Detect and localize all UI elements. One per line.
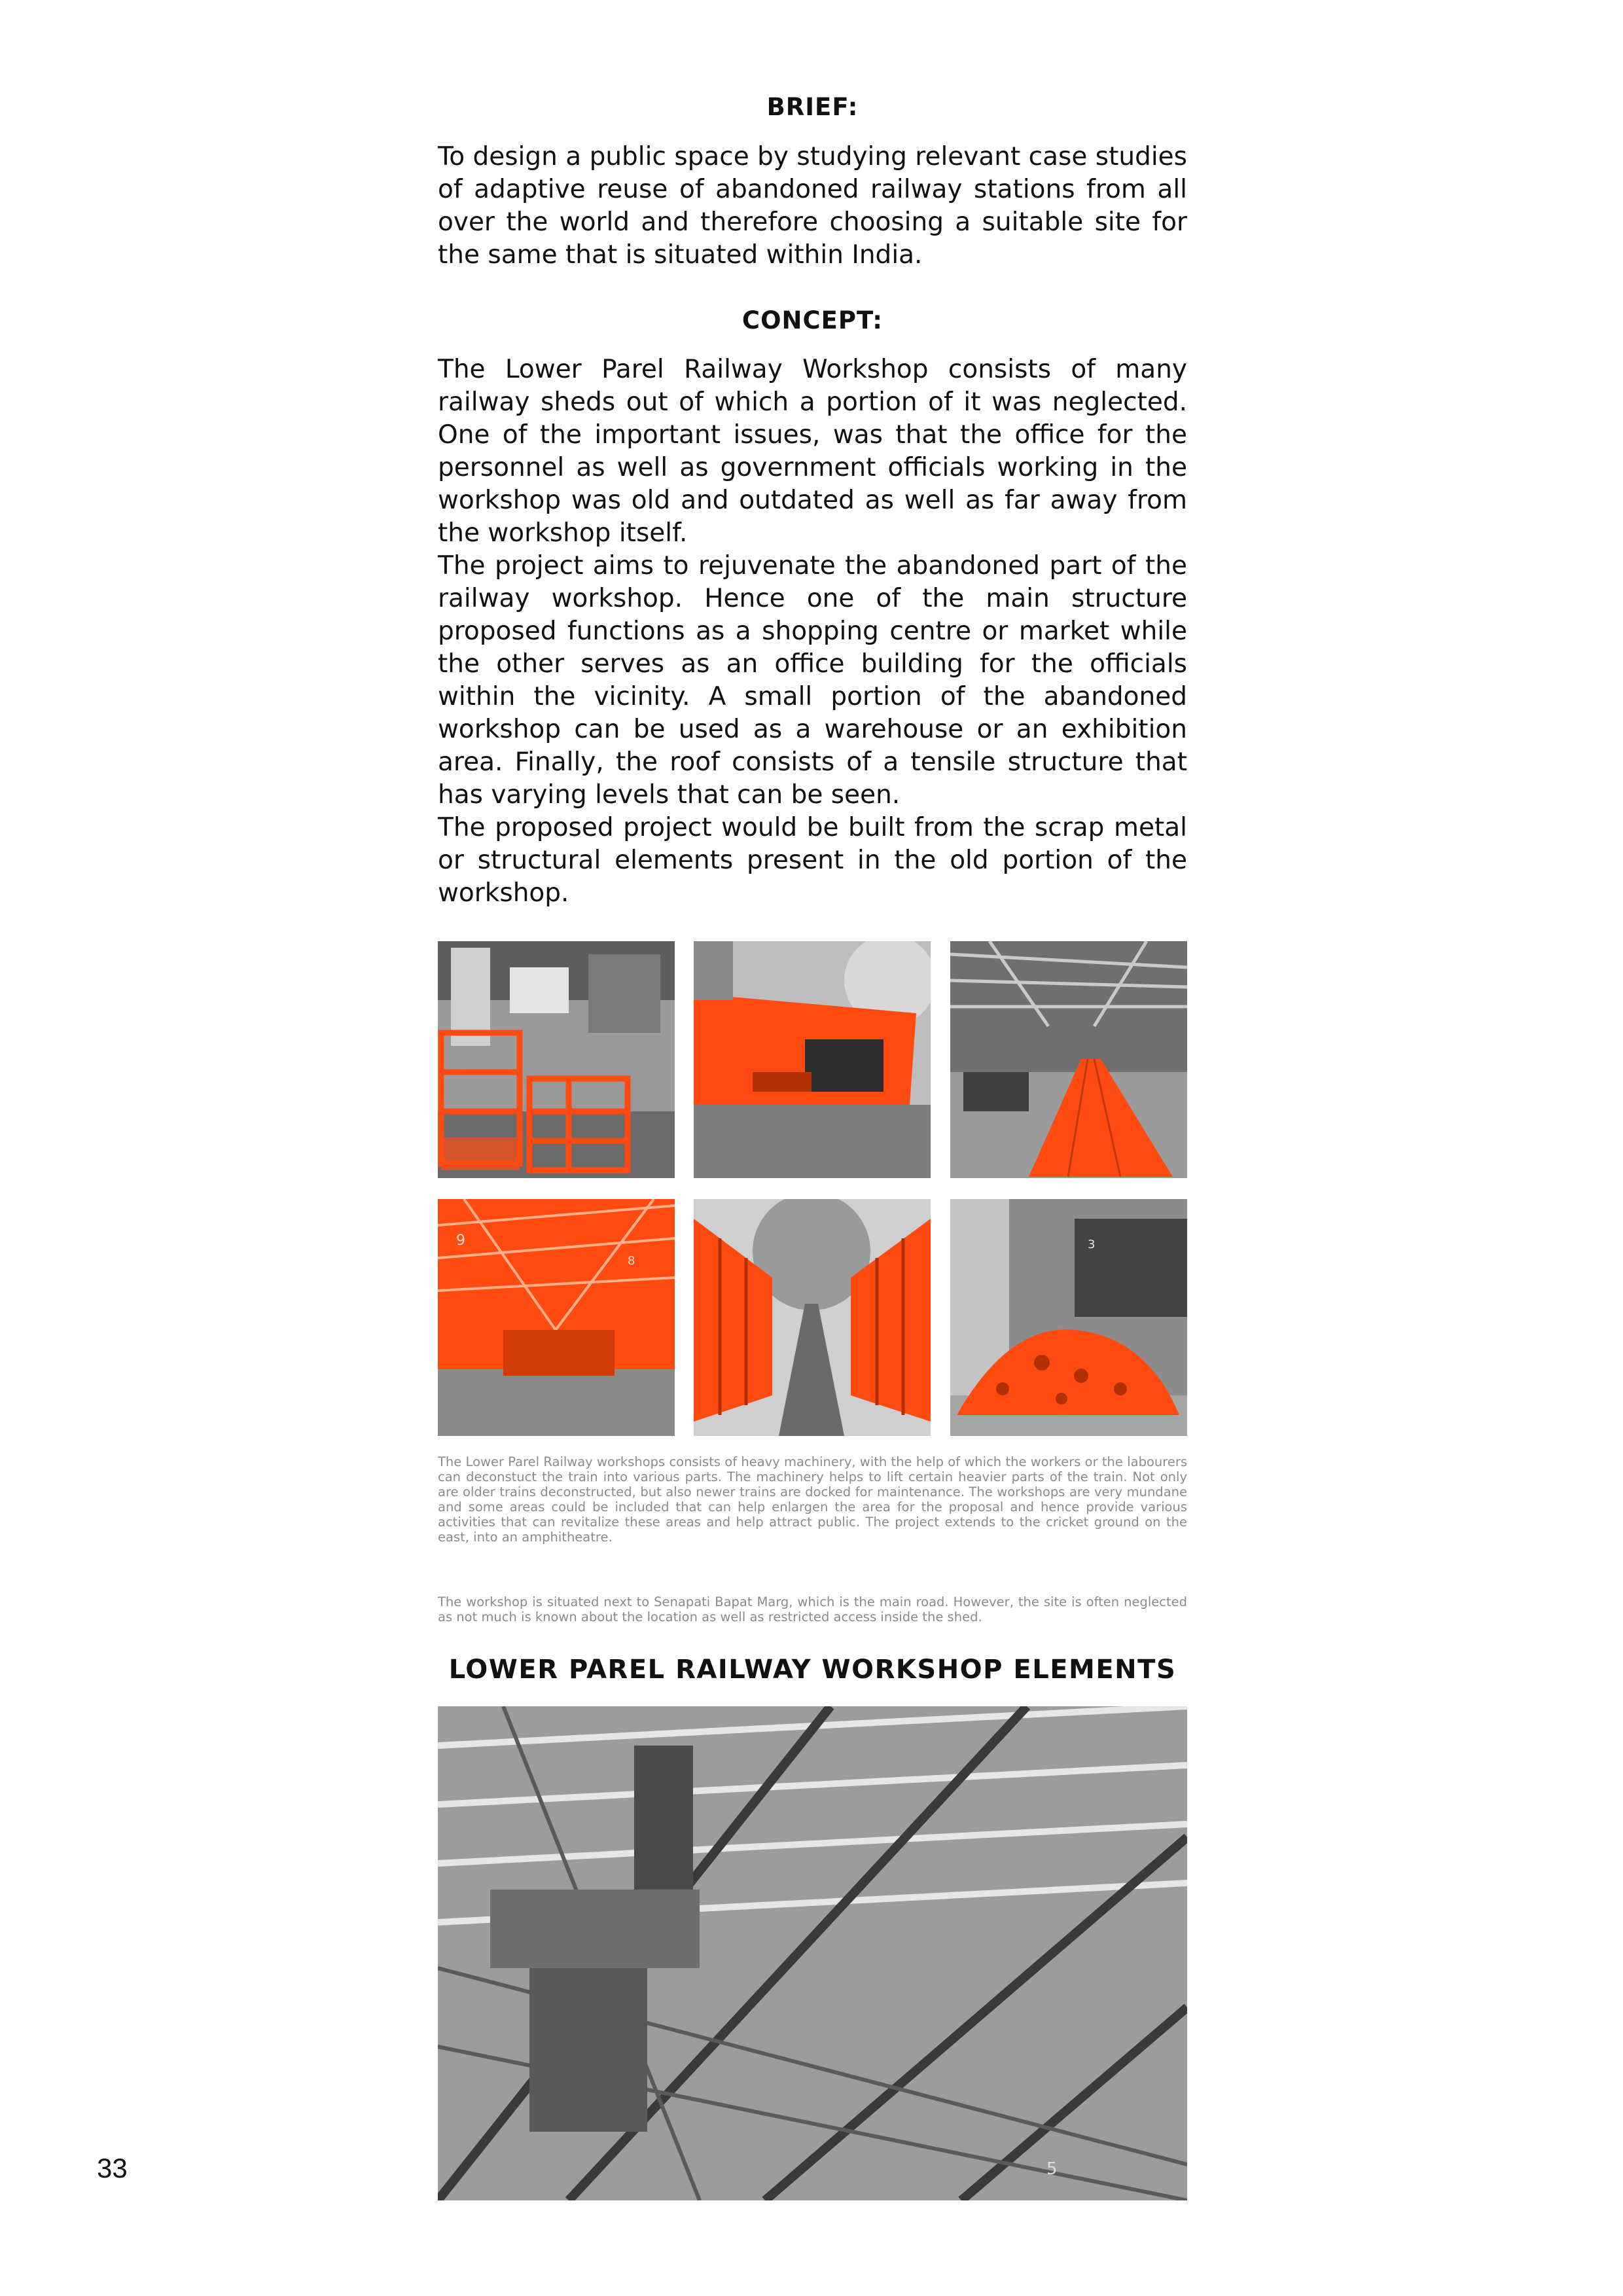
- photo-caption: The Lower Parel Railway workshops consists of heavy machinery, with the help of which the workers or the labourers can deconstuct the train into various parts. The machinery helps to lift certain heavier parts of the train. Not only are older trains deconstructed, but also newer trains are docked for maintenance. The workshops are very mundane and some areas could be included that can help enlargen the area for the proposal and hence provide various activities that can revitalize these areas and help attract public. The project extends to the cricket ground on the east, into an amphitheatre.: [438, 1454, 1187, 1545]
- workshop-photo-walkway: [694, 1199, 931, 1436]
- elements-heading: LOWER PAREL RAILWAY WORKSHOP ELEMENTS: [448, 1655, 1177, 1685]
- photo-label-eight: 8: [628, 1254, 635, 1268]
- workshop-photo-scrap-pile: [950, 1199, 1187, 1436]
- photo-label-five: 5: [1046, 2159, 1058, 2179]
- workshop-photo-shed: [694, 941, 931, 1178]
- photo-label-nine: 9: [456, 1232, 465, 1249]
- workshop-elements-photo: [438, 1706, 1187, 2200]
- workshop-photo-racks: [438, 941, 675, 1178]
- concept-paragraph: The proposed project would be built from the scrap metal or structural elements present in the old portion of the workshop.: [438, 813, 1187, 908]
- brief-heading: BRIEF:: [766, 93, 859, 121]
- workshop-photo-roof-cranes: [438, 1199, 675, 1436]
- concept-paragraph: The Lower Parel Railway Workshop consists of many railway sheds out of which a portion of it was neglected. One of the important issues, was that the office for the personnel as well as government officials working in the workshop was old and outdated as well as far away from the workshop itself.: [438, 355, 1187, 548]
- workshop-photo-track: [950, 941, 1187, 1178]
- concept-paragraph: The project aims to rejuvenate the abandoned part of the railway workshop. Hence one of the main structure proposed functions as a shopping centre or market while the other serves as an office building for the officials within the vicinity. A small portion of the abandoned workshop can be used as a warehouse or an exhibition area. Finally, the roof consists of a tensile structure that has varying levels that can be seen.: [438, 551, 1187, 810]
- photo-caption: The workshop is situated next to Senapati Bapat Marg, which is the main road. However, the site is often neglected as not much is known about the location as well as restricted access inside the shed.: [438, 1594, 1187, 1624]
- concept-heading: CONCEPT:: [741, 306, 883, 334]
- brief-text: To design a public space by studying relevant case studies of adaptive reuse of abandoned railway stations from all over the world and therefore choosing a suitable site for the same that is situated within India.: [438, 142, 1187, 270]
- photo-label-three: 3: [1088, 1238, 1096, 1251]
- page-number: 33: [97, 2153, 128, 2183]
